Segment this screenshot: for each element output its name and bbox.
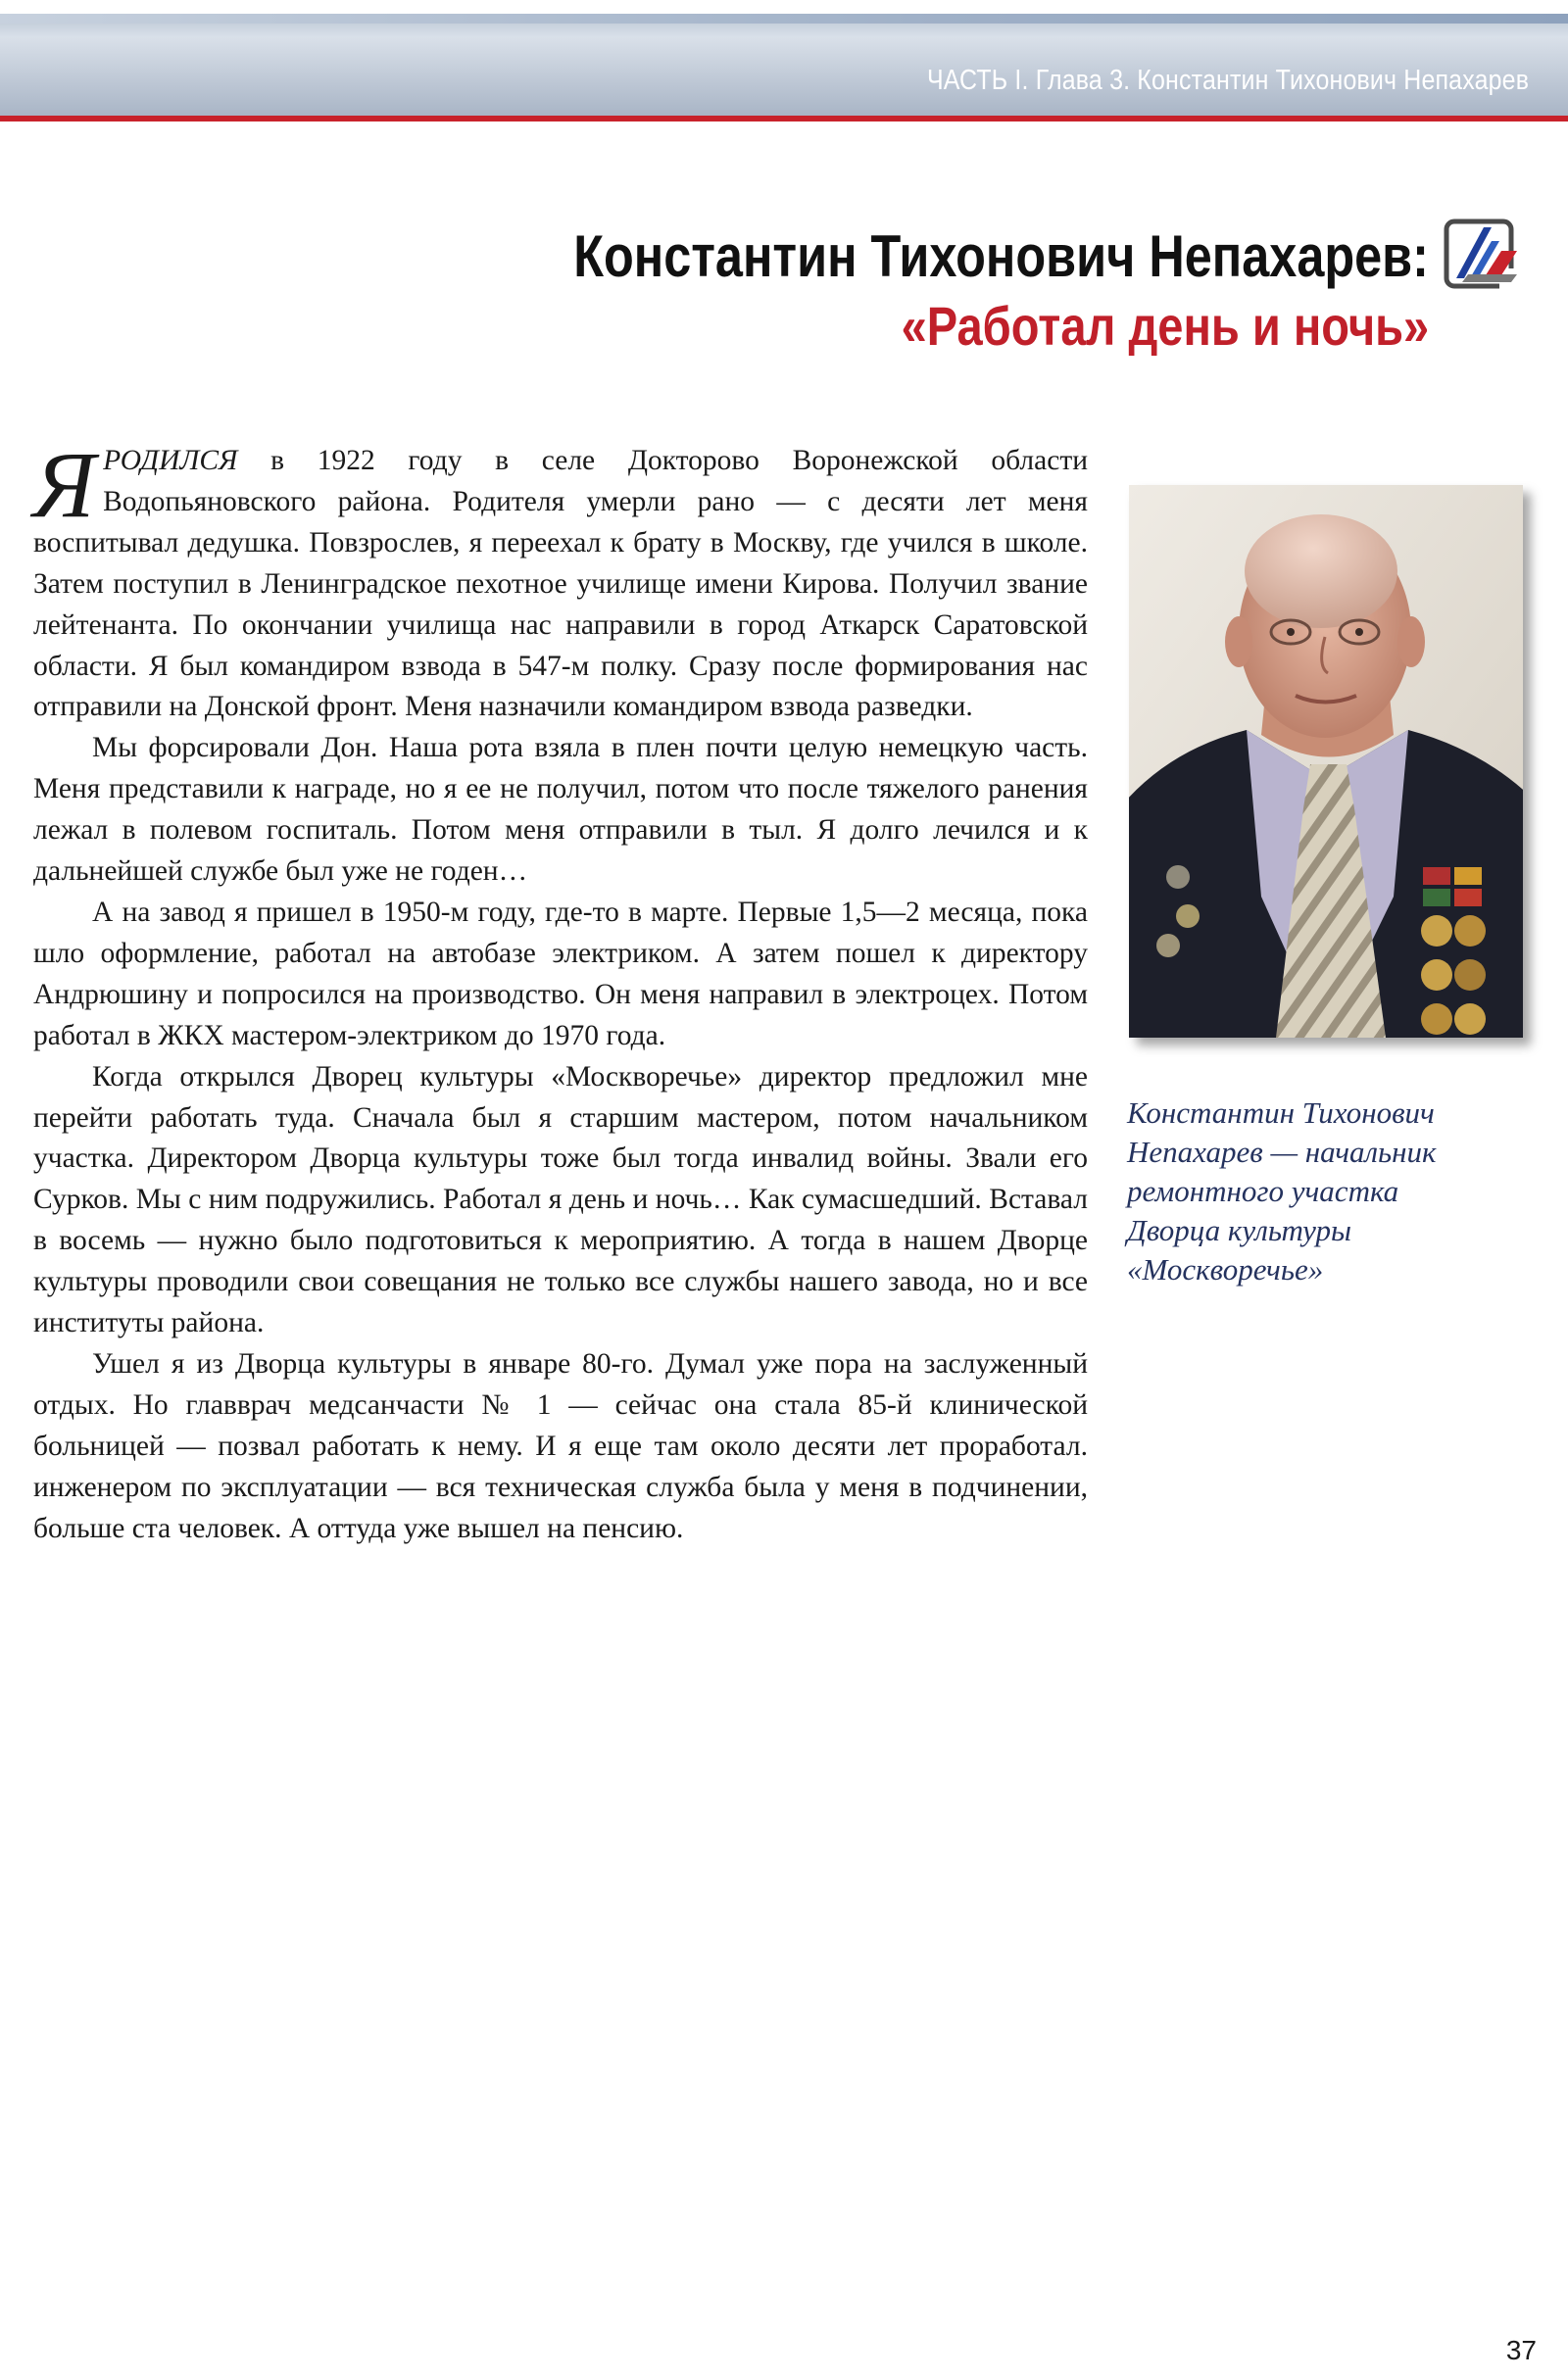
- caption-line: Дворца культуры: [1127, 1213, 1352, 1247]
- running-title: ЧАСТЬ I. Глава 3. Константин Тихонович Непахарев: [926, 65, 1529, 96]
- title-name: Константин Тихонович Непахарев:: [573, 222, 1429, 289]
- paragraph-3: А на завод я пришел в 1950-м году, где-то в марте. Первые 1,5—2 месяца, пока шло оформление, работал на автобазе электриком. А затем пошел к директору Андрюшину и попросился на производство. Он меня направил в электроцех. Потом работал в ЖКХ мастером-электриком до 1970 года.: [33, 896, 1088, 1051]
- portrait-photo: [1129, 485, 1523, 1038]
- header-divider: [0, 116, 1568, 121]
- lead-word: РОДИЛСЯ: [103, 445, 238, 476]
- title-quote: [411, 294, 1429, 358]
- drop-cap: Я: [33, 432, 96, 537]
- paragraph-1-text: в 1922 году в селе Докторово Воронежской области Водопьяновского района. Родителя умерли рано — с десяти лет меня воспитывал дедушка. Повзрослев, я переехал к брату в Москву, где учился в школе. Затем поступил в Ленинградское пехотное училище имени Кирова. Получил звание лейтенанта. По окончании училища нас направили в город Аткарск Саратовской области. Я был командиром взвода в 547-м полку. Сразу после формирования нас отправили на Донской фронт. Меня назначили командиром взвода разведки.: [33, 445, 1088, 723]
- portrait-illustration: [1129, 485, 1523, 1038]
- photo-caption: [1127, 1093, 1539, 1289]
- article-body: [33, 432, 1088, 1549]
- paragraph-2: Мы форсировали Дон. Наша рота взяла в плен почти целую немецкую часть. Меня представили к награде, но я ее не получил, потом что после тяжелого ранения лежал в полевом госпиталь. Потом меня отправили в тыл. Я долго лечился и к дальнейшей службе был уже не годен…: [33, 732, 1088, 888]
- title-quote-text: «Работал день и ночь»: [901, 295, 1429, 357]
- caption-line: «Москворечье»: [1127, 1252, 1324, 1287]
- caption-line: Константин Тихонович: [1127, 1095, 1435, 1130]
- article-title: [411, 218, 1519, 358]
- title-name-line: [411, 218, 1519, 294]
- paragraph-4: Когда открылся Дворец культуры «Москворечье» директор предложил мне перейти работать туда. Сначала был я старшим мастером, потом начальником участка. Директором Дворца культуры тоже был тогда инвалид войны. Звали его Сурков. Мы с ним подружились. Работал я день и ночь… Как сумасшедший. Вставал в восемь — нужно было подготовиться к мероприятию. А тогда в нашем Дворце культуры проводили свои совещания не только все службы нашего завода, но и все институты района.: [33, 1060, 1088, 1339]
- paragraph-5: Ушел я из Дворца культуры в январе 80-го. Думал уже пора на заслуженный отдых. Но главврач медсанчасти № 1 — сейчас она стала 85-й клинической больницей — позвал работать к нему. И я еще там около десяти лет проработал. инженером по эксплуатации — вся техническая служба была у меня в подчинении, больше ста человек. А оттуда уже вышел на пенсию.: [33, 1347, 1088, 1544]
- page-number: 37: [1505, 2335, 1537, 2365]
- publisher-logo-icon: [1443, 218, 1519, 294]
- header-band: [0, 0, 1568, 116]
- caption-line: ремонтного участка: [1127, 1174, 1399, 1208]
- paragraph-1: [33, 432, 1088, 728]
- caption-line: Непахарев — начальник: [1127, 1135, 1437, 1169]
